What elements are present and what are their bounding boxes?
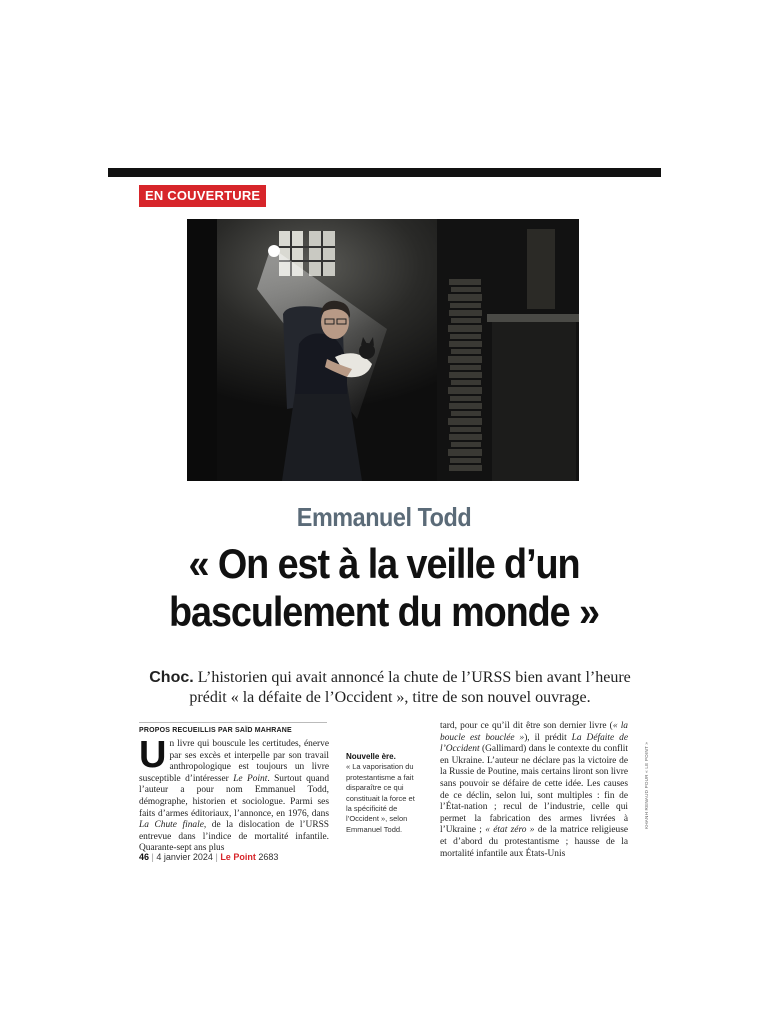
cover-photo bbox=[187, 219, 579, 481]
caption-title: Nouvelle ère. bbox=[346, 752, 396, 761]
headline-line-2: basculement du monde » bbox=[169, 588, 599, 635]
caption-text: « La vaporisation du protestantisme a fait disparaître ce qui constituait la force et la spécificité de l’Occident », selon Emmanuel Todd. bbox=[346, 762, 415, 834]
body-column-2 bbox=[440, 721, 628, 860]
issue-number: 2683 bbox=[258, 852, 279, 862]
top-rule bbox=[108, 168, 661, 177]
body-text: (Gallimard) dans le contexte du conflit en Ukraine. L’auteur ne déclare pas la victoire de la Russie de Poutine, mais certains liront son livre sans pouvoir se défaire de cette idée. Les causes de ce déclin, selon lui, sont multiples : fin de l’État-nation ; recul de l’industrie, celle qui permet la fabrication des armes livrées à l’Ukraine ; bbox=[440, 744, 628, 836]
quote-text: « la boucle est bouclée » bbox=[440, 721, 628, 743]
body-text: de la matrice religieuse et d’abord du protestantisme ; hausse de la mortalité infantile aux États-Unis bbox=[440, 825, 629, 859]
issue-date: 4 janvier 2024 bbox=[156, 852, 213, 862]
byline: PROPOS RECUEILLIS PAR SAÏD MAHRANE bbox=[139, 727, 292, 734]
magazine-brand: Le Point bbox=[220, 852, 256, 862]
publication-name: Le Point bbox=[233, 773, 268, 784]
book-title: La Défaite de l’Occident bbox=[440, 732, 628, 755]
footer-separator: | bbox=[151, 852, 154, 862]
body-text: tard, pour ce qu’il dit être son dernier livre ( bbox=[440, 721, 613, 731]
page-number: 46 bbox=[139, 852, 150, 862]
body-text: , de la dislocation de l’URSS entrevue dans l’indice de mortalité infantile. Quarante-sept ans plus bbox=[139, 820, 329, 854]
body-text: ), il prédit bbox=[524, 732, 572, 743]
book-title: La Chute finale bbox=[139, 820, 204, 831]
standfirst-lead: Choc. bbox=[149, 669, 194, 686]
standfirst-text: L’historien qui avait annoncé la chute de l’URSS bien avant l’heure prédit « la défaite de l’Occident », titre de son nouvel ouvrage. bbox=[189, 669, 631, 706]
photo-credit: KHANH RENAUD POUR « LE POINT » bbox=[644, 741, 649, 829]
page-footer bbox=[139, 852, 278, 862]
drop-cap: U bbox=[139, 734, 167, 776]
footer-separator: | bbox=[215, 852, 218, 862]
photo-caption bbox=[346, 752, 420, 835]
section-tag: EN COUVERTURE bbox=[139, 185, 266, 207]
byline-rule bbox=[139, 722, 327, 723]
quote-text: « état zéro » bbox=[485, 825, 535, 836]
headline bbox=[128, 540, 639, 636]
author-name: Emmanuel Todd bbox=[296, 502, 472, 532]
body-text: n livre qui bouscule les certitudes, énerve par ses excès et interpelle par son travail anthropologique est toujours un livre susceptible d’intéresser bbox=[139, 739, 329, 784]
standfirst bbox=[130, 668, 650, 708]
body-text: . Surtout quand l’auteur a pour nom Emmanuel Todd, démographe, historien et sociologue. Parmi ses faits d’armes éditoriaux, l’annonce, en 1976, dans bbox=[139, 773, 330, 819]
headline-line-1: « On est à la veille d’un bbox=[188, 540, 580, 587]
body-column-1 bbox=[139, 734, 330, 855]
